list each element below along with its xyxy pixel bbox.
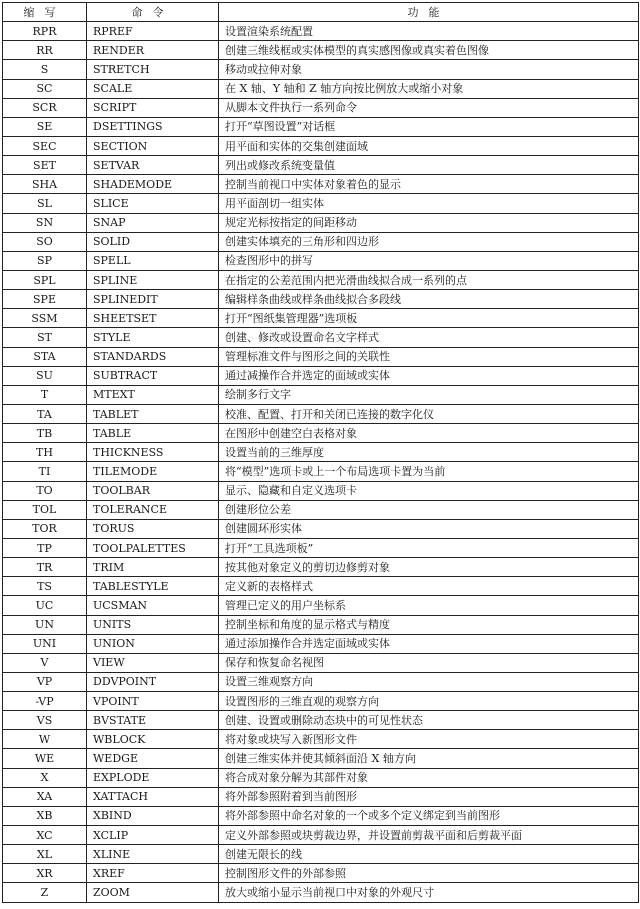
table-row bbox=[3, 787, 639, 806]
abbr-cell: UNI bbox=[3, 634, 87, 653]
command-cell: SPLINEDIT bbox=[87, 290, 219, 309]
table-row bbox=[3, 79, 639, 98]
table-row bbox=[3, 634, 639, 653]
table-row bbox=[3, 730, 639, 749]
header-command: 命令 bbox=[87, 3, 219, 22]
header-abbr: 缩写 bbox=[3, 3, 87, 22]
command-cell: SNAP bbox=[87, 213, 219, 232]
abbr-cell: XB bbox=[3, 806, 87, 825]
abbr-cell: SL bbox=[3, 194, 87, 213]
abbr-cell: TO bbox=[3, 481, 87, 500]
function-cell: 设置图形的三维直观的观察方向 bbox=[219, 692, 639, 711]
command-cell: XATTACH bbox=[87, 787, 219, 806]
abbr-cell: TOL bbox=[3, 500, 87, 519]
function-cell: 定义新的表格样式 bbox=[219, 577, 639, 596]
command-cell: SOLID bbox=[87, 232, 219, 251]
command-cell: UNITS bbox=[87, 615, 219, 634]
abbr-cell: RPR bbox=[3, 22, 87, 41]
command-cell: TRIM bbox=[87, 558, 219, 577]
abbr-cell: XL bbox=[3, 845, 87, 864]
abbr-cell: SEC bbox=[3, 136, 87, 155]
table-row bbox=[3, 136, 639, 155]
command-cell: SHEETSET bbox=[87, 309, 219, 328]
table-row bbox=[3, 347, 639, 366]
command-cell: TABLESTYLE bbox=[87, 577, 219, 596]
command-cell: UCSMAN bbox=[87, 596, 219, 615]
table-row bbox=[3, 232, 639, 251]
abbr-cell: TOR bbox=[3, 519, 87, 538]
function-cell: 创建实体填充的三角形和四边形 bbox=[219, 232, 639, 251]
table-row bbox=[3, 385, 639, 404]
abbr-cell: XA bbox=[3, 787, 87, 806]
table-row bbox=[3, 309, 639, 328]
abbr-cell: SO bbox=[3, 232, 87, 251]
abbr-cell: SSM bbox=[3, 309, 87, 328]
command-cell: TOOLPALETTES bbox=[87, 538, 219, 557]
abbr-cell: VS bbox=[3, 711, 87, 730]
function-cell: 在图形中创建空白表格对象 bbox=[219, 424, 639, 443]
header-row bbox=[3, 3, 639, 22]
command-cell: UNION bbox=[87, 634, 219, 653]
abbr-cell: SE bbox=[3, 117, 87, 136]
command-cell: TABLE bbox=[87, 424, 219, 443]
command-cell: TOLERANCE bbox=[87, 500, 219, 519]
command-cell: VIEW bbox=[87, 653, 219, 672]
abbr-cell: ST bbox=[3, 328, 87, 347]
table-row bbox=[3, 519, 639, 538]
command-cell: TILEMODE bbox=[87, 462, 219, 481]
command-cell: SECTION bbox=[87, 136, 219, 155]
abbr-cell: SC bbox=[3, 79, 87, 98]
abbr-cell: RR bbox=[3, 41, 87, 60]
command-cell: STANDARDS bbox=[87, 347, 219, 366]
command-cell: SPLINE bbox=[87, 270, 219, 289]
abbr-cell: TH bbox=[3, 443, 87, 462]
table-row bbox=[3, 117, 639, 136]
abbr-cell: SET bbox=[3, 156, 87, 175]
table-row bbox=[3, 251, 639, 270]
function-cell: 显示、隐藏和自定义选项卡 bbox=[219, 481, 639, 500]
function-cell: 创建、修改或设置命名文字样式 bbox=[219, 328, 639, 347]
table-row bbox=[3, 328, 639, 347]
command-cell: TABLET bbox=[87, 404, 219, 423]
table-row bbox=[3, 558, 639, 577]
command-cell: DDVPOINT bbox=[87, 672, 219, 691]
function-cell: 创建三维线框或实体模型的真实感图像或真实着色图像 bbox=[219, 41, 639, 60]
table-row bbox=[3, 883, 639, 902]
function-cell: 创建圆环形实体 bbox=[219, 519, 639, 538]
table-row bbox=[3, 768, 639, 787]
command-cell: SUBTRACT bbox=[87, 366, 219, 385]
table-row bbox=[3, 692, 639, 711]
abbr-cell: SHA bbox=[3, 175, 87, 194]
command-cell: BVSTATE bbox=[87, 711, 219, 730]
table-row bbox=[3, 538, 639, 557]
table-row bbox=[3, 98, 639, 117]
abbr-cell: WE bbox=[3, 749, 87, 768]
command-cell: SETVAR bbox=[87, 156, 219, 175]
command-cell: SLICE bbox=[87, 194, 219, 213]
abbr-cell: SU bbox=[3, 366, 87, 385]
abbr-cell: SN bbox=[3, 213, 87, 232]
table-row bbox=[3, 845, 639, 864]
table-row bbox=[3, 366, 639, 385]
function-cell: 控制坐标和角度的显示格式与精度 bbox=[219, 615, 639, 634]
function-cell: 放大或缩小显示当前视口中对象的外观尺寸 bbox=[219, 883, 639, 902]
command-cell: XBIND bbox=[87, 806, 219, 825]
command-cell: TOOLBAR bbox=[87, 481, 219, 500]
table-row bbox=[3, 806, 639, 825]
function-cell: 通过添加操作合并选定面域或实体 bbox=[219, 634, 639, 653]
command-cell: THICKNESS bbox=[87, 443, 219, 462]
function-cell: 将外部参照附着到当前图形 bbox=[219, 787, 639, 806]
table-row bbox=[3, 826, 639, 845]
abbr-cell: SCR bbox=[3, 98, 87, 117]
function-cell: 控制当前视口中实体对象着色的显示 bbox=[219, 175, 639, 194]
function-cell: 在 X 轴、Y 轴和 Z 轴方向按比例放大或缩小对象 bbox=[219, 79, 639, 98]
table-row bbox=[3, 653, 639, 672]
abbr-cell: SP bbox=[3, 251, 87, 270]
abbr-cell: SPE bbox=[3, 290, 87, 309]
function-cell: 将对象或块写入新图形文件 bbox=[219, 730, 639, 749]
function-cell: 用平面剖切一组实体 bbox=[219, 194, 639, 213]
command-cell: SPELL bbox=[87, 251, 219, 270]
header-function: 功能 bbox=[219, 3, 639, 22]
command-cell: WEDGE bbox=[87, 749, 219, 768]
function-cell: 将合成对象分解为其部件对象 bbox=[219, 768, 639, 787]
abbr-cell: TR bbox=[3, 558, 87, 577]
table-row bbox=[3, 213, 639, 232]
function-cell: 管理已定义的用户坐标系 bbox=[219, 596, 639, 615]
abbr-cell: V bbox=[3, 653, 87, 672]
command-cell: STYLE bbox=[87, 328, 219, 347]
command-cell: RENDER bbox=[87, 41, 219, 60]
function-cell: 打开“图纸集管理器”选项板 bbox=[219, 309, 639, 328]
function-cell: 定义外部参照或块剪裁边界，并设置前剪裁平面和后剪裁平面 bbox=[219, 826, 639, 845]
table-row bbox=[3, 156, 639, 175]
function-cell: 用平面和实体的交集创建面域 bbox=[219, 136, 639, 155]
abbr-cell: TS bbox=[3, 577, 87, 596]
table-row bbox=[3, 22, 639, 41]
command-cell: WBLOCK bbox=[87, 730, 219, 749]
function-cell: 控制图形文件的外部参照 bbox=[219, 864, 639, 883]
abbr-cell: TA bbox=[3, 404, 87, 423]
command-cell: SCALE bbox=[87, 79, 219, 98]
table-header bbox=[3, 3, 639, 22]
table-row bbox=[3, 443, 639, 462]
abbr-cell: XR bbox=[3, 864, 87, 883]
table-row bbox=[3, 404, 639, 423]
abbr-cell: TP bbox=[3, 538, 87, 557]
command-cell: XLINE bbox=[87, 845, 219, 864]
function-cell: 设置当前的三维厚度 bbox=[219, 443, 639, 462]
function-cell: 设置三维观察方向 bbox=[219, 672, 639, 691]
function-cell: 从脚本文件执行一系列命令 bbox=[219, 98, 639, 117]
abbr-cell: TI bbox=[3, 462, 87, 481]
table-row bbox=[3, 60, 639, 79]
function-cell: 创建三维实体并使其倾斜面沿 X 轴方向 bbox=[219, 749, 639, 768]
function-cell: 按其他对象定义的剪切边修剪对象 bbox=[219, 558, 639, 577]
abbr-cell: VP bbox=[3, 672, 87, 691]
abbr-cell: X bbox=[3, 768, 87, 787]
table-row bbox=[3, 290, 639, 309]
table-row bbox=[3, 481, 639, 500]
function-cell: 绘制多行文字 bbox=[219, 385, 639, 404]
abbr-cell: XC bbox=[3, 826, 87, 845]
function-cell: 打开“工具选项板” bbox=[219, 538, 639, 557]
function-cell: 创建、设置或删除动态块中的可见性状态 bbox=[219, 711, 639, 730]
function-cell: 列出或修改系统变量值 bbox=[219, 156, 639, 175]
command-table bbox=[2, 2, 639, 903]
abbr-cell: Z bbox=[3, 883, 87, 902]
command-cell: MTEXT bbox=[87, 385, 219, 404]
function-cell: 在指定的公差范围内把光滑曲线拟合成一系列的点 bbox=[219, 270, 639, 289]
command-cell: XREF bbox=[87, 864, 219, 883]
function-cell: 移动或拉伸对象 bbox=[219, 60, 639, 79]
table-row bbox=[3, 577, 639, 596]
table-row bbox=[3, 500, 639, 519]
function-cell: 校准、配置、打开和关闭已连接的数字化仪 bbox=[219, 404, 639, 423]
function-cell: 将外部参照中命名对象的一个或多个定义绑定到当前图形 bbox=[219, 806, 639, 825]
table-body bbox=[3, 22, 639, 902]
function-cell: 保存和恢复命名视图 bbox=[219, 653, 639, 672]
abbr-cell: W bbox=[3, 730, 87, 749]
function-cell: 管理标准文件与图形之间的关联性 bbox=[219, 347, 639, 366]
table-row bbox=[3, 864, 639, 883]
command-cell: VPOINT bbox=[87, 692, 219, 711]
command-cell: RPREF bbox=[87, 22, 219, 41]
command-cell: DSETTINGS bbox=[87, 117, 219, 136]
table-row bbox=[3, 615, 639, 634]
function-cell: 规定光标按指定的间距移动 bbox=[219, 213, 639, 232]
table-row bbox=[3, 175, 639, 194]
abbr-cell: -VP bbox=[3, 692, 87, 711]
command-cell: ZOOM bbox=[87, 883, 219, 902]
function-cell: 将“模型”选项卡或上一个布局选项卡置为当前 bbox=[219, 462, 639, 481]
table-row bbox=[3, 596, 639, 615]
abbr-cell: SPL bbox=[3, 270, 87, 289]
function-cell: 打开“草图设置”对话框 bbox=[219, 117, 639, 136]
command-cell: TORUS bbox=[87, 519, 219, 538]
command-cell: XCLIP bbox=[87, 826, 219, 845]
table-row bbox=[3, 424, 639, 443]
abbr-cell: UN bbox=[3, 615, 87, 634]
command-cell: EXPLODE bbox=[87, 768, 219, 787]
function-cell: 编辑样条曲线或样条曲线拟合多段线 bbox=[219, 290, 639, 309]
table-row bbox=[3, 41, 639, 60]
abbr-cell: T bbox=[3, 385, 87, 404]
command-cell: STRETCH bbox=[87, 60, 219, 79]
function-cell: 设置渲染系统配置 bbox=[219, 22, 639, 41]
command-cell: SCRIPT bbox=[87, 98, 219, 117]
table-row bbox=[3, 711, 639, 730]
abbr-cell: TB bbox=[3, 424, 87, 443]
table-row bbox=[3, 462, 639, 481]
abbr-cell: S bbox=[3, 60, 87, 79]
function-cell: 检查图形中的拼写 bbox=[219, 251, 639, 270]
command-cell: SHADEMODE bbox=[87, 175, 219, 194]
table-row bbox=[3, 672, 639, 691]
abbr-cell: UC bbox=[3, 596, 87, 615]
function-cell: 创建形位公差 bbox=[219, 500, 639, 519]
function-cell: 创建无限长的线 bbox=[219, 845, 639, 864]
table-row bbox=[3, 749, 639, 768]
table-row bbox=[3, 270, 639, 289]
table-row bbox=[3, 194, 639, 213]
function-cell: 通过减操作合并选定的面域或实体 bbox=[219, 366, 639, 385]
abbr-cell: STA bbox=[3, 347, 87, 366]
